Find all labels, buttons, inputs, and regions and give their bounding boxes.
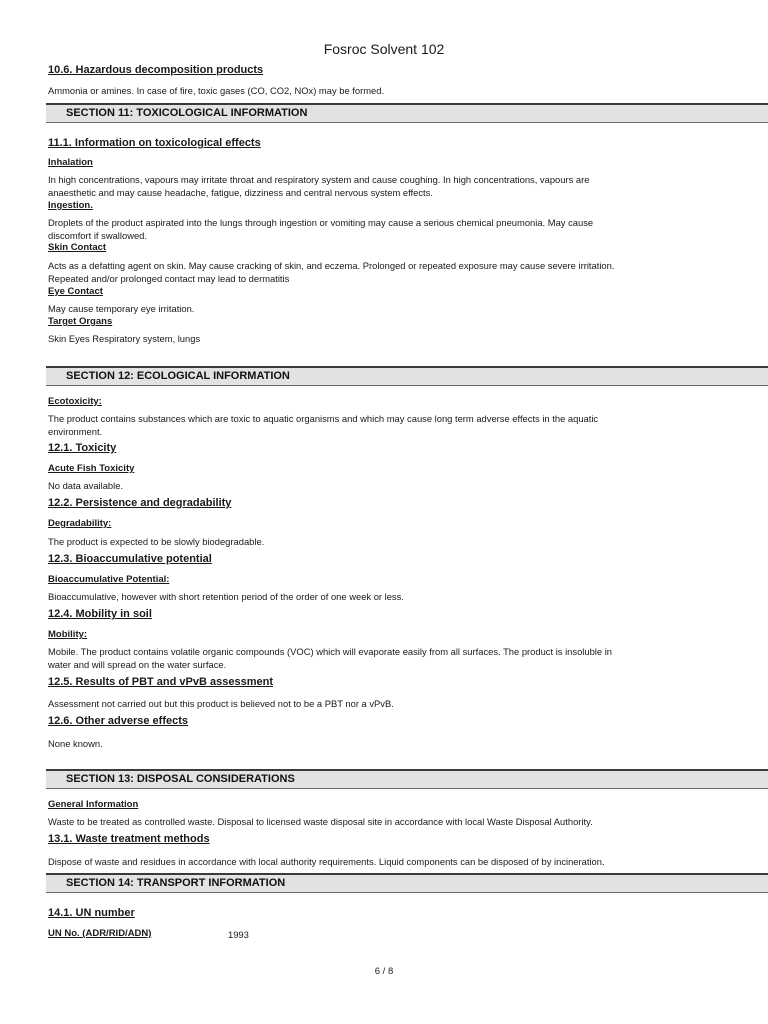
section-11-title: SECTION 11: TOXICOLOGICAL INFORMATION: [66, 107, 308, 119]
label-eye-contact: Eye Contact: [48, 286, 103, 297]
document-title: Fosroc Solvent 102: [323, 41, 445, 57]
heading-12-5: 12.5. Results of PBT and vPvB assessment: [48, 676, 273, 688]
section-11-bar: [46, 103, 768, 123]
text-pbt: Assessment not carried out but this product is believed not to be a PBT nor a vPvB.: [48, 698, 394, 709]
heading-12-6: 12.6. Other adverse effects: [48, 715, 189, 727]
heading-14-1: 14.1. UN number: [48, 907, 135, 919]
label-ingestion: Ingestion.: [48, 200, 93, 211]
label-degradability: Degradability:: [48, 518, 112, 529]
label-mobility: Mobility:: [48, 629, 88, 640]
value-un-number: 1993: [228, 929, 249, 940]
text-ecotox-1: The product contains substances which are toxic to aquatic organisms and which may cause long term adverse effects in the aquatic: [48, 413, 599, 424]
heading-12-1: 12.1. Toxicity: [48, 442, 117, 454]
text-target-organs: Skin Eyes Respiratory system, lungs: [48, 333, 201, 344]
heading-12-2: 12.2. Persistence and degradability: [48, 497, 232, 509]
text-skin-2: Repeated and/or prolonged contact may lead to dermatitis: [48, 273, 290, 284]
heading-12-3: 12.3. Bioaccumulative potential: [48, 553, 212, 565]
section-14-title: SECTION 14: TRANSPORT INFORMATION: [66, 877, 286, 889]
text-mobility-1: Mobile. The product contains volatile organic compounds (VOC) which will evaporate easily from all surfaces. The product is insoluble in: [48, 646, 612, 657]
text-bioaccumulative: Bioaccumulative, however with short retention period of the order of one week or less.: [48, 591, 404, 602]
text-inhalation-1: In high concentrations, vapours may irritate throat and respiratory system and cause coughing. In high concentrations, vapours are: [48, 174, 590, 185]
text-ingestion-1: Droplets of the product aspirated into the lungs through ingestion or vomiting may cause a serious chemical pneumonia. May cause: [48, 217, 594, 228]
label-skin-contact: Skin Contact: [48, 242, 107, 253]
heading-10-6: 10.6. Hazardous decomposition products: [48, 64, 264, 76]
section-14-bar: [46, 873, 768, 893]
heading-11-1: 11.1. Information on toxicological effects: [48, 137, 261, 149]
section-12-bar: [46, 366, 768, 386]
text-ingestion-2: discomfort if swallowed.: [48, 230, 147, 241]
text-inhalation-2: anaesthetic and may cause headache, fatigue, dizziness and central nervous system effects.: [48, 187, 433, 198]
text-waste-treatment: Dispose of waste and residues in accordance with local authority requirements. Liquid components can be disposed of by incineration.: [48, 856, 605, 867]
text-skin-1: Acts as a defatting agent on skin. May cause cracking of skin, and eczema. Prolonged or repeated exposure may cause severe irritation.: [48, 260, 615, 271]
label-general-information: General Information: [48, 799, 139, 810]
section-13-bar: [46, 769, 768, 789]
heading-13-1: 13.1. Waste treatment methods: [48, 833, 210, 845]
label-bioaccumulative: Bioaccumulative Potential:: [48, 574, 170, 585]
text-mobility-2: water and will spread on the water surface.: [48, 659, 227, 670]
label-inhalation: Inhalation: [48, 157, 93, 168]
text-eye: May cause temporary eye irritation.: [48, 303, 195, 314]
text-10-6: Ammonia or amines. In case of fire, toxic gases (CO, CO2, NOx) may be formed.: [48, 85, 385, 96]
text-degradability: The product is expected to be slowly biodegradable.: [48, 536, 265, 547]
label-ecotoxicity: Ecotoxicity:: [48, 396, 102, 407]
section-12-title: SECTION 12: ECOLOGICAL INFORMATION: [66, 370, 290, 382]
section-13-title: SECTION 13: DISPOSAL CONSIDERATIONS: [66, 773, 295, 785]
text-other-effects: None known.: [48, 738, 103, 749]
heading-12-4: 12.4. Mobility in soil: [48, 608, 152, 620]
text-acute-fish-toxicity: No data available.: [48, 480, 124, 491]
text-general-information: Waste to be treated as controlled waste. Disposal to licensed waste disposal site in accordance with local Waste Disposal Authority.: [48, 816, 593, 827]
label-un-number: UN No. (ADR/RID/ADN): [48, 928, 152, 939]
label-target-organs: Target Organs: [48, 316, 113, 327]
page-number: 6 / 8: [374, 966, 394, 977]
text-ecotox-2: environment.: [48, 426, 103, 437]
label-acute-fish-toxicity: Acute Fish Toxicity: [48, 463, 135, 474]
